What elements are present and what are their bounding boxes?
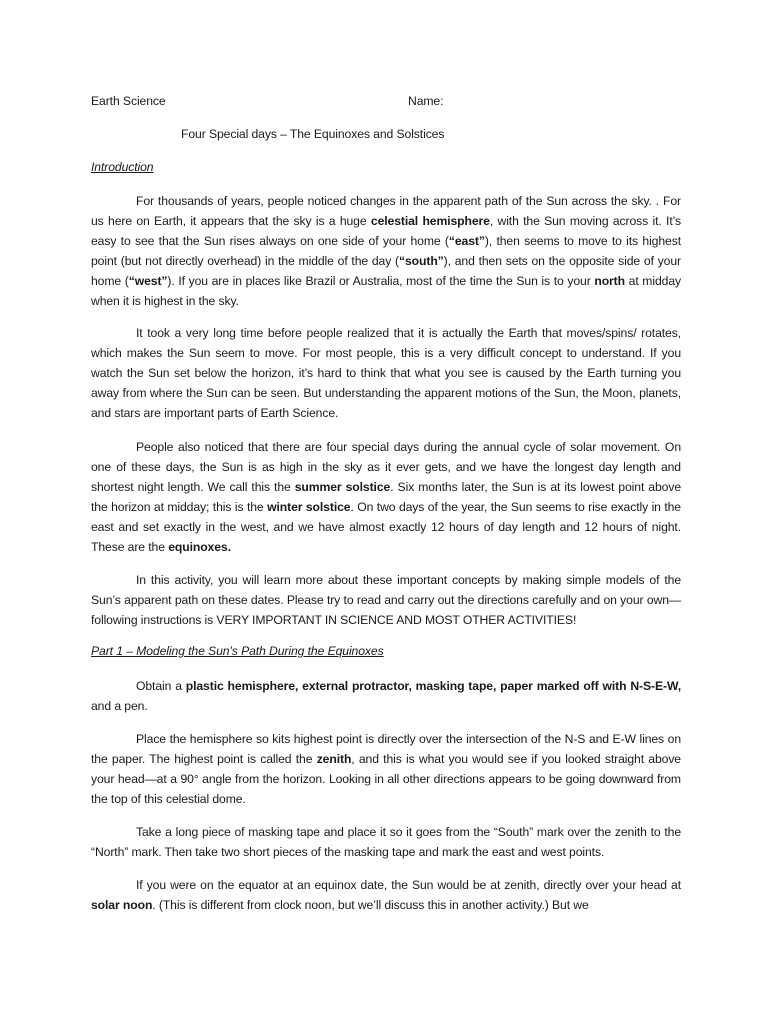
paragraph-7: Take a long piece of masking tape and place it so it goes from the “South” mark over the zenith to the “North” mark. Then take two short pieces of the masking tape and mark the east and west points. <box>91 825 681 859</box>
paragraph-1: For thousands of years, people noticed changes in the apparent path of the Sun across the sky. . For us here on Earth, it appears that the sky is a huge celestial hemisphere, with the Sun moving across it. It’s easy to see that the Sun rises always on one side of your home (“east”), then seems to move to its highest point (but not directly overhead) in the middle of the day (“south”), and then sets on the opposite side of your home (“west”). If you are in places like Brazil or Australia, most of the time the Sun is to your north at midday when it is highest in the sky. <box>91 194 682 308</box>
paragraph-2: It took a very long time before people realized that it is actually the Earth that moves/spins/ rotates, which makes the Sun seem to move. For most people, this is a very difficult concept to understand. If you watch the Sun set below the horizon, it’s hard to think that what you see is caused by the Earth turning you away from where the Sun can be seen. But understanding the apparent motions of the Sun, the Moon, planets, and stars are important parts of Earth Science. <box>91 326 681 420</box>
paragraph-3: People also noticed that there are four special days during the annual cycle of solar movement. On one of these days, the Sun is as high in the sky as it ever gets, and we have the longest day length and shortest night length. We call this the summer solstice. Six months later, the Sun is at its lowest point above the horizon at midday; this is the winter solstice. On two days of the year, the Sun seems to rise exactly in the east and set exactly in the west, and we have almost exactly 12 hours of day length and 12 hours of night. These are the equinoxes. <box>91 440 681 554</box>
course-label: Earth Science <box>91 94 166 108</box>
part-1-heading: Part 1 – Modeling the Sun’s Path During the Equinoxes <box>91 644 384 658</box>
introduction-heading: Introduction <box>91 160 154 174</box>
paragraph-6: Place the hemisphere so kits highest point is directly over the intersection of the N-S and E-W lines on the paper. The highest point is called the zenith, and this is what you would see if you looked straight above your head—at a 90° angle from the horizon. Looking in all other directions appears to be going downward from the top of this celestial dome. <box>91 732 681 806</box>
paragraph-4: In this activity, you will learn more about these important concepts by making simple models of the Sun’s apparent path on these dates. Please try to read and carry out the directions carefully and on your own—following instructions is VERY IMPORTANT IN SCIENCE AND MOST OTHER ACTIVITIES! <box>91 573 681 627</box>
paragraph-8: If you were on the equator at an equinox date, the Sun would be at zenith, directly over your head at solar noon. (This is different from clock noon, but we’ll discuss this in another activity.) But we <box>91 878 681 912</box>
name-label: Name: <box>408 94 444 108</box>
paragraph-5: Obtain a plastic hemisphere, external protractor, masking tape, paper marked off with N-S-E-W, and a pen. <box>91 679 681 713</box>
document-title: Four Special days – The Equinoxes and Solstices <box>181 127 445 141</box>
